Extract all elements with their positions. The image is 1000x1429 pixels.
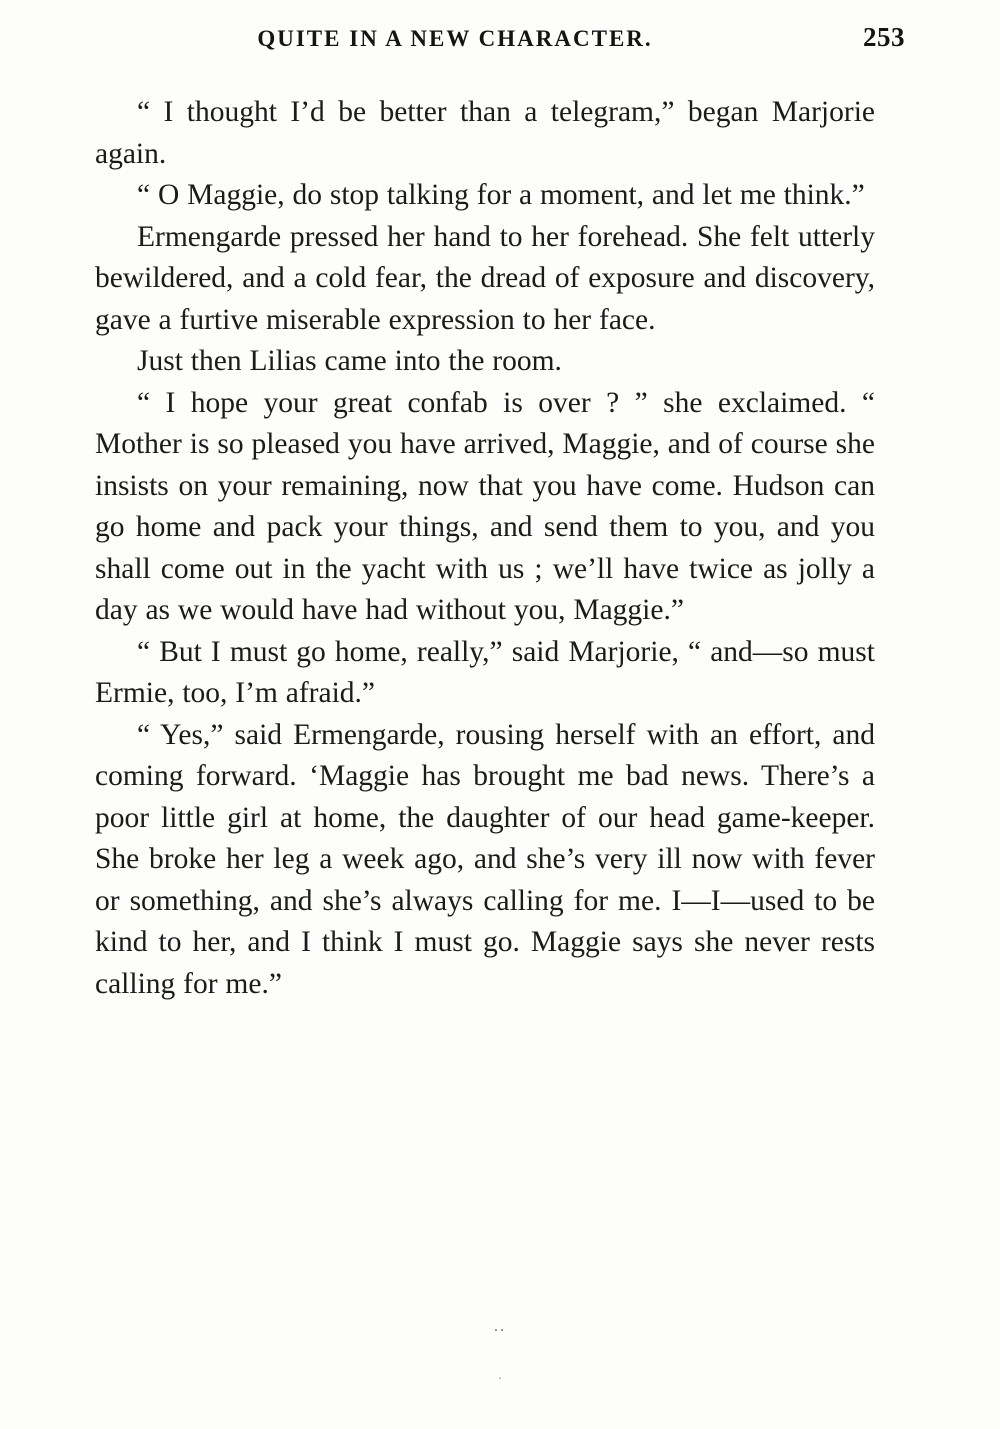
paragraph: “ I thought I’d be better than a telegram,” began Marjorie again. (95, 96, 875, 170)
footer-mark-secondary: . (498, 1368, 502, 1383)
page-header (95, 22, 905, 60)
page-number: 253 (863, 22, 905, 52)
footer-mark: .. (494, 1318, 506, 1335)
paragraph: “ Yes,” said Ermengarde, rousing herself with an effort, and coming forward. ‘Maggie has brought me bad news. There’s a poor little girl at home, the daughter of our head game-keeper. She broke her leg a week ago, and she’s very ill now with fever or something, and she’s always calling for me. I—I—used to be kind to her, and I think I must go. Maggie says she never rests calling for me.” (95, 718, 875, 1000)
paragraph: Ermengarde pressed her hand to her forehead. She felt utterly bewildered, and a cold fear, the dread of exposure and discovery, gave a furtive miserable expression to her face. (95, 220, 875, 336)
body-text (95, 92, 875, 1005)
paragraph: “ I hope your great confab is over ? ” she exclaimed. “ Mother is so pleased you have arrived, Maggie, and of course she insists on your remaining, now that you have come. Hudson can go home and pack your things, and send them to you, and you shall come out in the yacht with us ; we’ll have twice as jolly a day as we would have had without you, Maggie.” (95, 386, 875, 626)
running-head: QUITE IN A NEW CHARACTER. (257, 26, 653, 51)
paragraph: Just then Lilias came into the room. (137, 345, 562, 377)
paragraph: “ But I must go home, really,” said Marjorie, “ and—so must Ermie, too, I’m afraid.” (95, 635, 875, 709)
paragraph: “ O Maggie, do stop talking for a moment, and let me think.” (137, 179, 865, 211)
